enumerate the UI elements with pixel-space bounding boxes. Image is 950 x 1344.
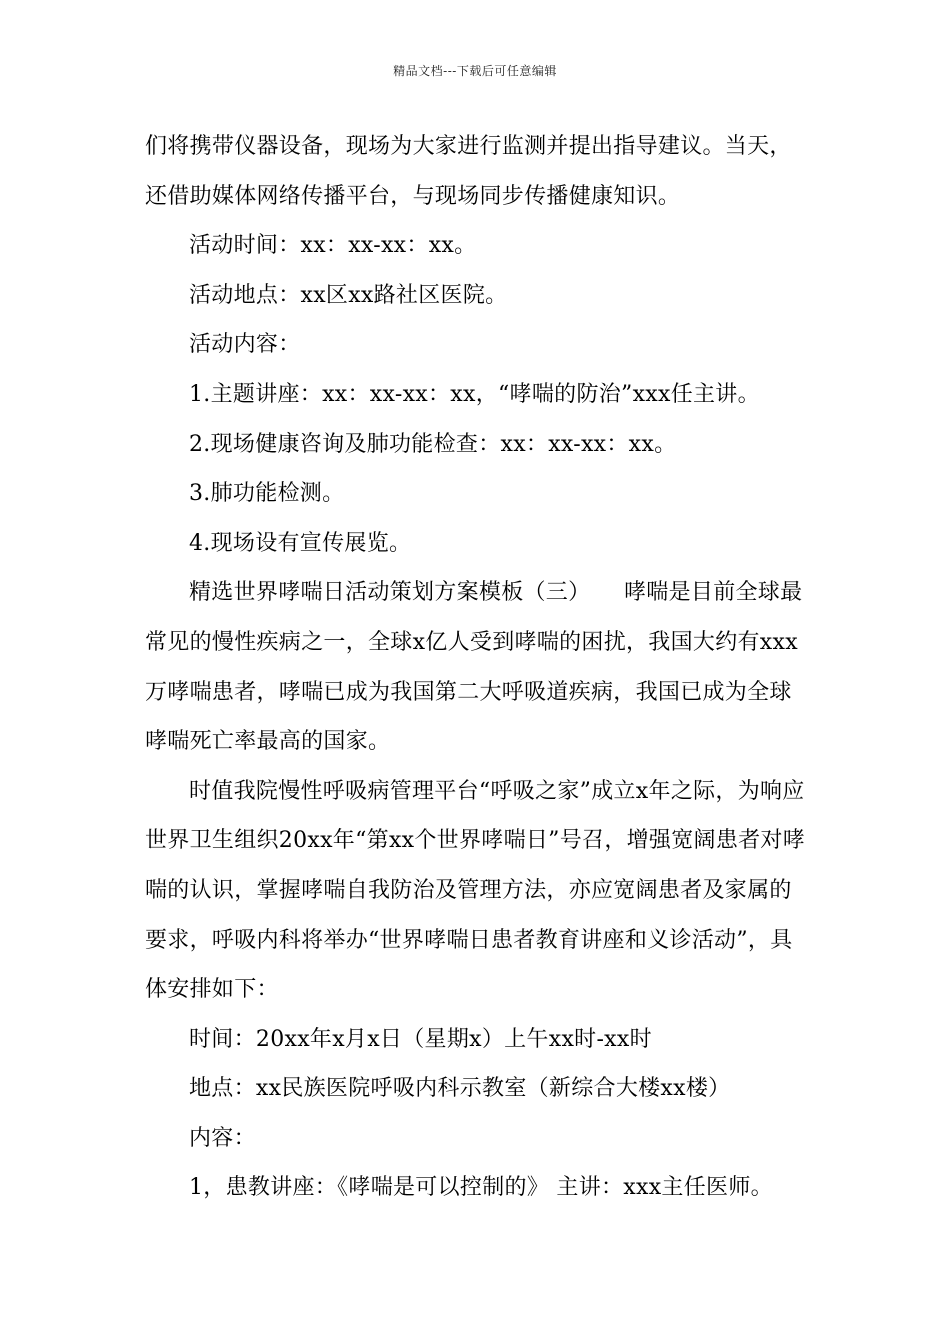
- paragraph-activity-content-heading: 活动内容：: [189, 332, 301, 358]
- list-item-patient-lecture: 1，患教讲座：《哮喘是可以控制的》 主讲：xxx主任医师。: [189, 1175, 773, 1201]
- paragraph-continuation: 们将携带仪器设备，现场为大家进行监测并提出指导建议。当天，还借助媒体网络传播平台，与现场同步传播健康知识。: [145, 134, 792, 209]
- paragraph-activity-location: 活动地点：xx区xx路社区医院。: [189, 282, 508, 308]
- paragraph-location: 地点：xx民族医院呼吸内科示教室（新综合大楼xx楼）: [189, 1076, 731, 1102]
- list-item-consultation: 2.现场健康咨询及肺功能检查：xx：xx-xx：xx。: [189, 431, 677, 457]
- list-item-lecture: 1.主题讲座：xx：xx-xx：xx，“哮喘的防治”xxx任主讲。: [189, 381, 760, 407]
- list-item-exhibition: 4.现场设有宣传展览。: [189, 530, 412, 556]
- paragraph-activity-time: 活动时间：xx：xx-xx：xx。: [189, 233, 477, 259]
- page-header: 精品文档---下载后可任意编辑: [393, 64, 557, 78]
- paragraph-background: 时值我院慢性呼吸病管理平台“呼吸之家”成立x年之际，为响应世界卫生组织20xx年“第xx个世界哮喘日”号召，增强宽阔患者对哮喘的认识，掌握哮喘自我防治及管理方法，亦应宽阔患者及家属的要求，呼吸内科将举办“世界哮喘日患者教育讲座和义诊活动”，具体安排如下：: [145, 778, 806, 1003]
- paragraph-content-heading: 内容：: [189, 1125, 256, 1151]
- list-item-lung-test: 3.肺功能检测。: [189, 481, 345, 507]
- paragraph-time: 时间：20xx年x月x日（星期x）上午xx时-xx时: [189, 1026, 652, 1052]
- paragraph-template-three: 精选世界哮喘日活动策划方案模板（三） 哮喘是目前全球最常见的慢性疾病之一，全球x亿人受到哮喘的困扰，我国大约有xxx万哮喘患者，哮喘已成为我国第二大呼吸道疾病，我国已成为全球哮喘死亡率最高的国家。: [145, 580, 803, 755]
- document-body: [145, 122, 807, 1213]
